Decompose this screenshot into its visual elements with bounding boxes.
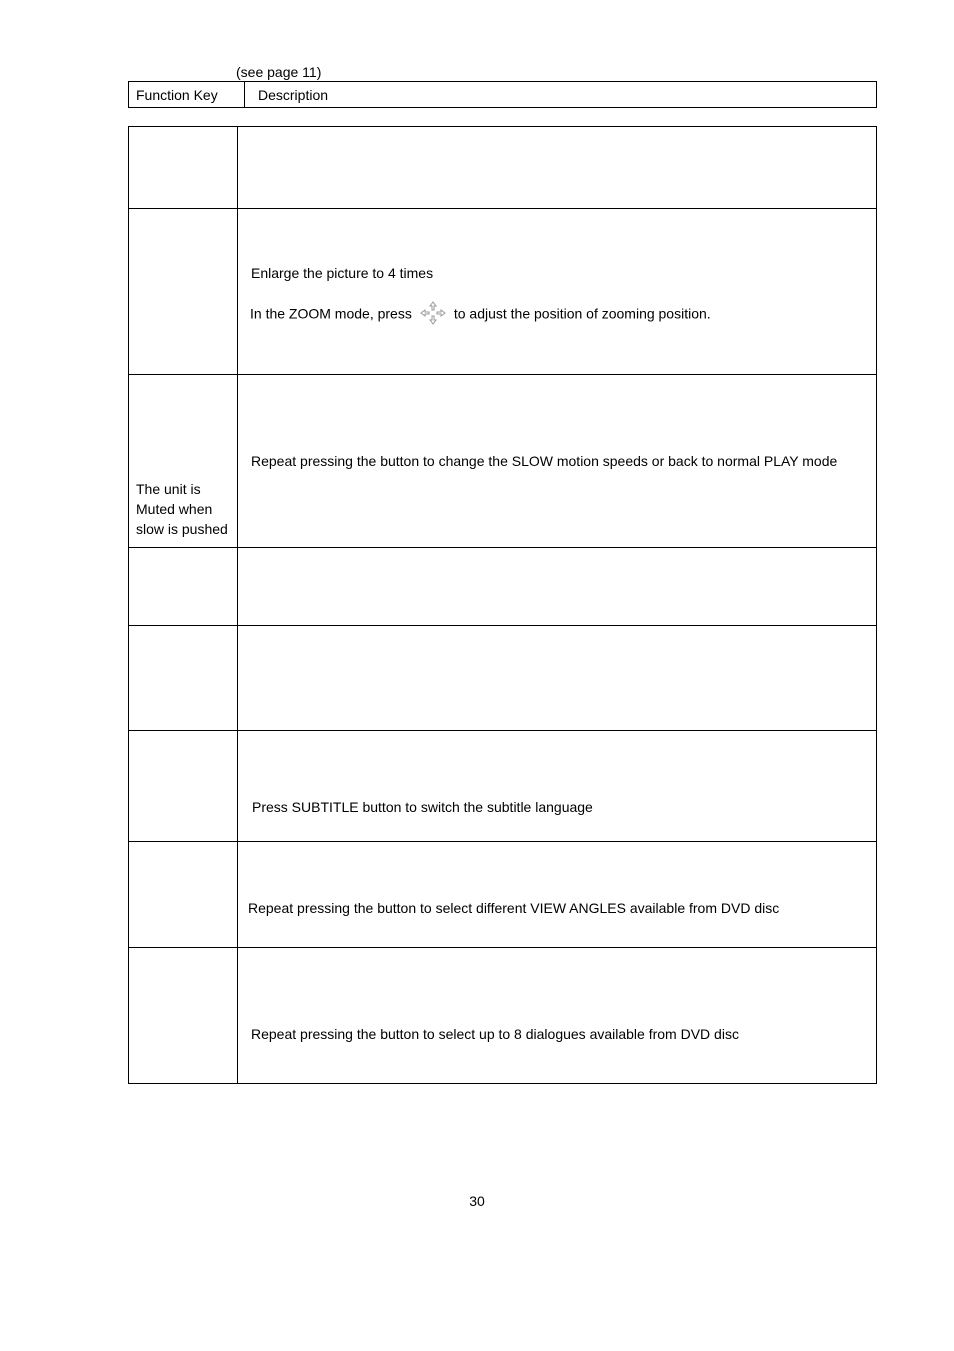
description-cell xyxy=(238,731,877,842)
table-row xyxy=(129,548,877,626)
description-cell xyxy=(238,375,877,548)
function-key-cell xyxy=(129,948,238,1084)
description-line: Repeat pressing the button to change the SLOW motion speeds or back to normal PLAY mode xyxy=(251,453,838,469)
description-text: In the ZOOM mode, press xyxy=(250,305,412,322)
description-line xyxy=(250,305,711,325)
function-key-cell xyxy=(129,731,238,842)
table-row xyxy=(129,948,877,1084)
description-cell xyxy=(238,948,877,1084)
table-row xyxy=(129,842,877,948)
header-row xyxy=(129,82,877,108)
function-table xyxy=(128,126,877,1084)
description-line: Repeat pressing the button to select different VIEW ANGLES available from DVD disc xyxy=(248,900,780,916)
description-cell xyxy=(238,626,877,731)
function-key-cell xyxy=(129,375,238,548)
see-page-reference: (see page 11) xyxy=(236,64,322,80)
table-row xyxy=(129,731,877,842)
mute-note-line: The unit is xyxy=(136,481,201,497)
function-key-header: Function Key xyxy=(129,82,245,108)
page-number: 30 xyxy=(469,1193,485,1209)
mute-note xyxy=(136,479,228,539)
description-cell xyxy=(238,842,877,948)
function-key-cell xyxy=(129,842,238,948)
description-cell xyxy=(238,209,877,375)
description-text: to adjust the position of zooming position. xyxy=(453,305,711,322)
description-line: Enlarge the picture to 4 times xyxy=(251,265,434,281)
function-key-cell xyxy=(129,127,238,209)
function-key-cell xyxy=(129,548,238,626)
table-row xyxy=(129,209,877,375)
description-line: Press SUBTITLE button to switch the subtitle language xyxy=(252,799,593,815)
description-header: Description xyxy=(245,82,877,108)
table-row xyxy=(129,375,877,548)
mute-note-line: Muted when xyxy=(136,501,213,517)
function-key-cell xyxy=(129,626,238,731)
description-cell xyxy=(238,127,877,209)
description-cell xyxy=(238,548,877,626)
mute-note-line: slow is pushed xyxy=(136,521,228,537)
four-way-arrows-icon xyxy=(420,301,446,325)
function-key-cell xyxy=(129,209,238,375)
table-row xyxy=(129,127,877,209)
header-table xyxy=(128,81,877,108)
description-line: Repeat pressing the button to select up to 8 dialogues available from DVD disc xyxy=(251,1026,739,1042)
table-row xyxy=(129,626,877,731)
